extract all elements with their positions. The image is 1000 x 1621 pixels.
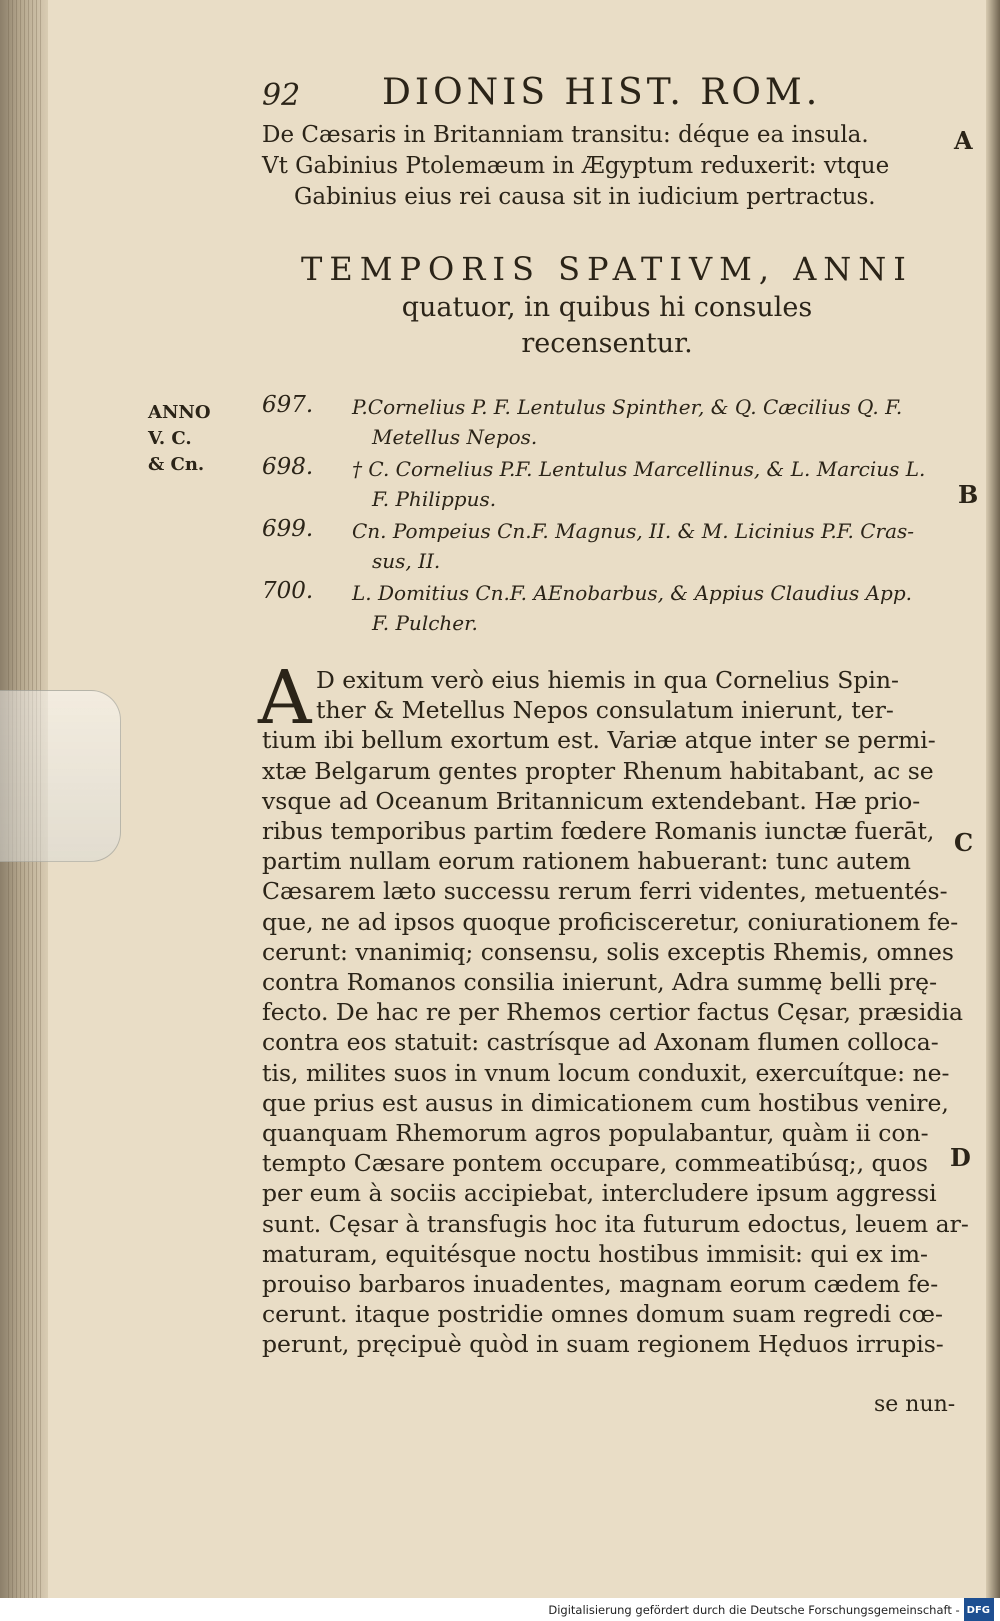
body-line: maturam, equitésque noctu hostibus immisit: qui ex im- (262, 1239, 928, 1268)
body-line: prouiso barbaros inuadentes, magnam eorum cædem fe- (262, 1270, 939, 1299)
chapter-summary (262, 120, 962, 213)
body-line: que prius est ausus in dimicationem cum hostibus venire, (262, 1088, 949, 1117)
body-line: tempto Cæsare pontem occupare, commeatibúsq;, quos (262, 1149, 928, 1178)
body-line: tis, milites suos in vnum locum conduxit, exercuítque: ne- (262, 1058, 950, 1087)
margin-letter-a: A (954, 126, 973, 155)
catchword: se nun- (874, 1392, 956, 1417)
consul-year: 700. (262, 578, 314, 604)
body-line: perunt, pręcipuè quòd in suam regionem Hęduos irrupis- (262, 1330, 944, 1359)
body-line: partim nullam eorum rationem habuerant: tunc autem (262, 847, 911, 876)
consul-list (262, 392, 962, 640)
consul-names-cont: F. Philippus. (372, 487, 497, 511)
consul-entry (262, 516, 962, 576)
body-text (258, 655, 969, 1360)
running-head (262, 70, 882, 120)
body-line: cerunt: vnanimiq; consensu, solis exceptis Rhemis, omnes (262, 937, 954, 966)
anno-label-line: ANNO (148, 402, 211, 423)
margin-letter-c: C (954, 828, 974, 857)
consul-names: Cn. Pompeius Cn.F. Magnus, II. & M. Licinius P.F. Cras- (352, 519, 915, 543)
heading-line-2: quatuor, in quibus hi consules (401, 292, 813, 323)
consul-names-cont: Metellus Nepos. (372, 425, 538, 449)
footer-text: Digitalisierung gefördert durch die Deutsche Forschungsgemeinschaft - (548, 1603, 960, 1617)
consul-names: L. Domitius Cn.F. AEnobarbus, & Appius Claudius App. (352, 581, 913, 605)
summary-line: Vt Gabinius Ptolemæum in Ægyptum reduxerit: vtque (262, 153, 890, 179)
heading-line-3: recensentur. (521, 328, 693, 359)
heading-line-1: TEMPORIS SPATIVM, ANNI (301, 250, 913, 288)
body-line: xtæ Belgarum gentes propter Rhenum habitabant, ac se (262, 756, 934, 785)
body-line: Cæsarem læto successu rerum ferri videntes, metuentés- (262, 877, 948, 906)
consul-year: 698. (262, 454, 314, 480)
consul-names: P.Cornelius P. F. Lentulus Spinther, & Q. Cæcilius Q. F. (352, 395, 903, 419)
dfg-logo: DFG (964, 1598, 994, 1621)
body-line: vsque ad Oceanum Britannicum extendebant. Hæ prio- (262, 786, 921, 815)
drop-cap: A (258, 655, 312, 741)
body-line: ribus temporibus partim fœdere Romanis iunctæ fuerāt, (262, 817, 935, 846)
margin-letter-b: B (958, 480, 979, 509)
consul-year: 697. (262, 392, 314, 418)
consul-entry (262, 578, 962, 638)
plastic-page-clip (0, 690, 121, 862)
body-line: contra Romanos consilia inierunt, Adra summę belli prę- (262, 968, 938, 997)
body-line: quanquam Rhemorum agros populabantur, quàm ii con- (262, 1119, 929, 1148)
page-right-edge (986, 0, 1000, 1621)
anno-label-line: & Cn. (148, 454, 205, 475)
body-line: D exitum verò eius hiemis in qua Cornelius Spin- (316, 666, 899, 694)
consul-names-cont: F. Pulcher. (372, 611, 478, 635)
body-line: fecto. De hac re per Rhemos certior factus Cęsar, præsidia (262, 998, 963, 1027)
digitization-footer (0, 1598, 1000, 1621)
consul-year: 699. (262, 516, 314, 542)
consul-names: † C. Cornelius P.F. Lentulus Marcellinus, & L. Marcius L. (352, 457, 926, 481)
running-title: DIONIS HIST. ROM. (382, 72, 822, 113)
body-line: sunt. Cęsar à transfugis hoc ita futurum edoctus, leuem ar- (262, 1209, 969, 1238)
body-line: tium ibi bellum exortum est. Variæ atque inter se permi- (262, 726, 936, 755)
summary-line: Gabinius eius rei causa sit in iudicium pertractus. (294, 184, 876, 210)
page-number: 92 (262, 78, 301, 113)
body-line: ther & Metellus Nepos consulatum inierunt, ter- (316, 696, 894, 725)
summary-line: De Cæsaris in Britanniam transitu: déque ea insula. (262, 122, 869, 148)
body-line: per eum à sociis accipiebat, intercludere ipsum aggressi (262, 1179, 937, 1208)
anno-marginal-label (148, 400, 248, 478)
consul-entry (262, 392, 962, 452)
body-line: que, ne ad ipsos quoque proficisceretur, coniurationem fe- (262, 907, 959, 936)
body-line: contra eos statuit: castrísque ad Axonam flumen colloca- (262, 1028, 939, 1057)
section-heading (262, 248, 952, 362)
consul-names-cont: sus, II. (372, 549, 441, 573)
consul-entry (262, 454, 962, 514)
margin-letter-d: D (950, 1143, 971, 1172)
body-line: cerunt. itaque postridie omnes domum suam regredi cœ- (262, 1300, 943, 1329)
anno-label-line: V. C. (148, 428, 192, 449)
